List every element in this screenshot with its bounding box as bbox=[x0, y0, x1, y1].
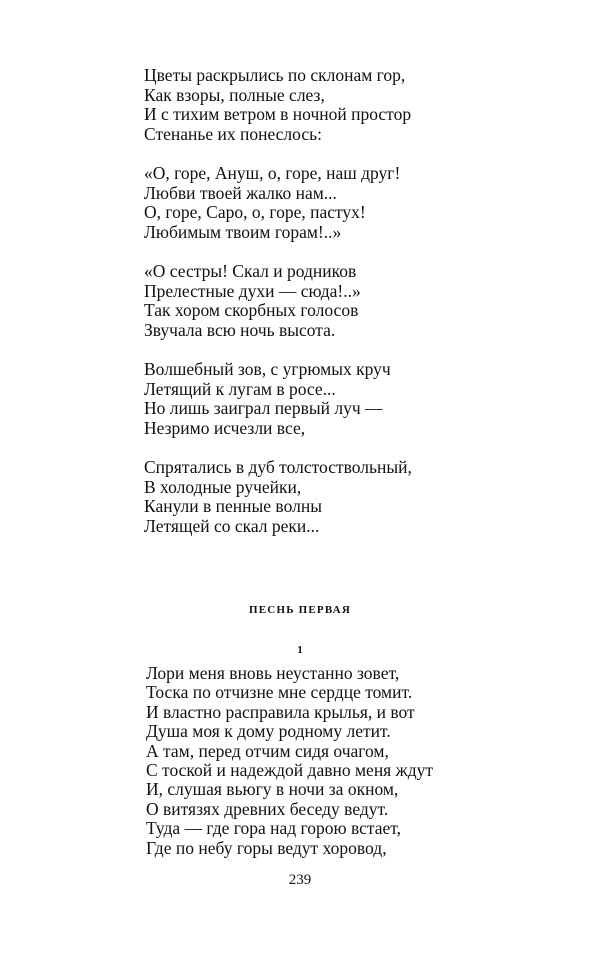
verse-line: «О сестры! Скал и родников bbox=[144, 261, 357, 281]
verse-line: С тоской и надеждой давно меня ждут bbox=[146, 760, 433, 781]
verse-line: Летящей со скал реки... bbox=[144, 515, 320, 536]
verse-line: Незримо исчезли все, bbox=[144, 417, 306, 438]
prologue-stanza-2 bbox=[144, 164, 400, 242]
verse-line: Так хором скорбных голосов bbox=[144, 300, 359, 321]
verse-line: Канули в пенные волны bbox=[144, 496, 322, 517]
verse-line: Летящий к лугам в росе... bbox=[144, 378, 336, 399]
song-heading: ПЕСНЬ ПЕРВАЯ bbox=[249, 604, 351, 616]
verse-line: Волшебный зов, с угрюмых круч bbox=[144, 359, 391, 379]
verse-line: И властно расправила крылья, и вот bbox=[146, 701, 415, 722]
prologue-stanza-4 bbox=[144, 360, 391, 438]
verse-line: Любимым твоим горам!..» bbox=[144, 221, 342, 242]
verse-line: И, слушая вьюгу в ночи за окном, bbox=[146, 779, 399, 800]
verse-line: О, горе, Саро, о, горе, пастух! bbox=[144, 202, 366, 223]
verse-line: И с тихим ветром в ночной простор bbox=[144, 104, 412, 125]
verse-line: Душа моя к дому родному летит. bbox=[146, 721, 391, 742]
verse-line: Цветы раскрылись по склонам гор, bbox=[144, 65, 406, 85]
verse-line: «О, горе, Ануш, о, горе, наш друг! bbox=[144, 163, 401, 183]
prologue-stanza-1 bbox=[144, 66, 411, 144]
verse-line: О витязях древних беседу ведут. bbox=[146, 798, 389, 819]
verse-line: Тоска по отчизне мне сердце томит. bbox=[146, 682, 413, 703]
verse-line: Как взоры, полные слез, bbox=[144, 84, 325, 105]
verse-line: В холодные ручейки, bbox=[144, 476, 302, 497]
verse-line: Но лишь заиграл первый луч — bbox=[144, 398, 383, 419]
verse-line: Стенанье их понеслось: bbox=[144, 123, 322, 144]
verse-line: Звучала всю ночь высота. bbox=[144, 319, 336, 340]
verse-line: Туда — где гора над горою встает, bbox=[146, 818, 402, 839]
song-stanza-1 bbox=[146, 664, 433, 858]
verse-line: Спрятались в дуб толстоствольный, bbox=[144, 457, 412, 477]
page-number: 239 bbox=[288, 872, 312, 888]
section-number: 1 bbox=[297, 644, 303, 656]
prologue-stanza-5 bbox=[144, 458, 412, 536]
verse-line: Лори меня вновь неустанно зовет, bbox=[146, 663, 400, 683]
verse-line: А там, перед отчим сидя очагом, bbox=[146, 740, 389, 761]
verse-line: Где по небу горы ведут хоровод, bbox=[146, 837, 387, 858]
verse-line: Любви твоей жалко нам... bbox=[144, 182, 337, 203]
verse-line: Прелестные духи — сюда!..» bbox=[144, 280, 361, 301]
prologue-stanza-3 bbox=[144, 262, 361, 340]
